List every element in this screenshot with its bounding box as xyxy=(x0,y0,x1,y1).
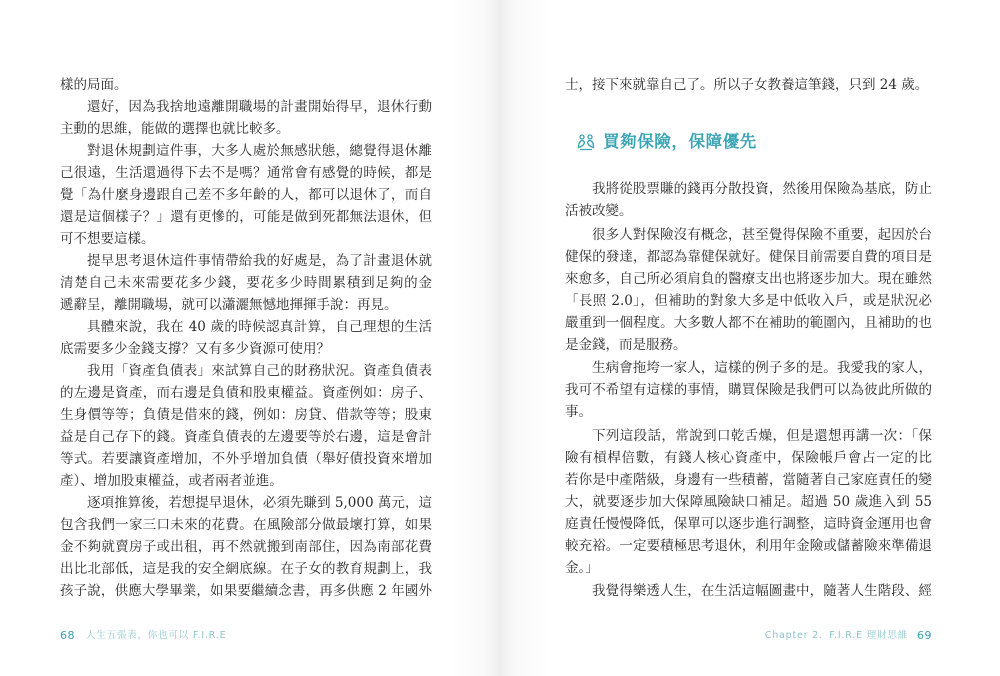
body-text-line: 產）、增加股東權益，或者兩者並進。 xyxy=(60,473,283,489)
right-page-footer xyxy=(765,628,932,644)
body-text-line: 金不夠就賣房子或出租，再不然就搬到南部住，因為南部花費 xyxy=(60,539,432,555)
body-text-line: 還是這個樣子？」還有更慘的，可能是做到死都無法退休，但 xyxy=(60,209,432,225)
body-text-line: 可不想要這樣。 xyxy=(60,231,155,247)
paragraph xyxy=(565,425,932,579)
body-text-line: 等式。若要讓資產增加，不外乎增加負債（舉好債投資來增加 xyxy=(60,451,432,467)
body-text-line: 具體來說，我在 40 歲的時候認真計算，自己理想的生活 xyxy=(87,319,432,335)
body-text-line: 己很遠，生活還過得下去不是嗎？通常會有感覺的時候，都是 xyxy=(60,165,432,181)
body-text-line: 我用「資產負債表」來試算自己的財務狀況。資產負債表 xyxy=(87,363,432,379)
body-text-line: 嚴重到一個程度。大多數人都不在補助的範圍內，且補助的也 xyxy=(565,314,932,331)
body-text-line: 出比北部低，這是我的安全網底線。在子女的教育規劃上，我 xyxy=(60,561,432,577)
body-text-line: 逐項推算後，若想提早退休，必須先賺到 5,000 萬元，這 xyxy=(87,495,432,511)
body-text-line: 遞辭呈，離開職場，就可以瀟灑無憾地揮揮手說：再見。 xyxy=(60,297,398,313)
body-text-line: 活被改變。 xyxy=(565,203,633,219)
ornament-icon xyxy=(576,133,596,151)
body-text-line: 樣的局面。 xyxy=(60,77,128,93)
body-text-line: 較充裕。一定要積極思考退休，利用年金險或儲蓄險來準備退 xyxy=(565,537,932,554)
paragraph xyxy=(60,250,432,316)
section-heading-title: 買夠保險，保障優先 xyxy=(603,132,757,151)
paragraph xyxy=(60,492,432,602)
body-text-line: 底需要多少金錢支撐？又有多少資源可使用？ xyxy=(60,341,330,357)
body-text-line: 庭責任慢慢降低，保單可以逐步進行調整，這時資金運用也會 xyxy=(565,515,932,532)
body-text-line: 若你是中產階級，身邊有一些積蓄，當隨著自己家庭責任的變 xyxy=(565,471,932,488)
body-text-line: 提早思考退休這件事情帶給我的好處是，為了計畫退休就 xyxy=(87,253,432,269)
body-text-line: 下列這段話，常說到口乾舌燥，但是還想再講一次：「保 xyxy=(592,427,932,444)
right-page-continuation xyxy=(565,74,932,96)
body-text-line: 覺「為什麼身邊跟自己差不多年齡的人，都可以退休了，而自 xyxy=(60,187,432,203)
body-text-line: 士，接下來就靠自己了。所以子女教養這筆錢，只到 24 歲。 xyxy=(565,77,929,93)
body-text-line: 主動的思維，能做的選擇也就比較多。 xyxy=(60,121,290,137)
body-text-line: 很多人對保險沒有概念，甚至覺得保險不重要，起因於台 xyxy=(592,226,932,243)
body-text-line: 險有槓桿倍數，有錢人核心資產中，保險帳戶會占一定的比 xyxy=(565,449,932,466)
paragraph xyxy=(565,357,932,423)
body-text-line: 對退休規劃這件事，大多人處於無感狀態，總覺得退休離 xyxy=(87,143,432,159)
body-text-line: 來愈多，自己所必須肩負的醫療支出也將逐步加大。現在雖然 xyxy=(565,270,932,287)
body-text-line: 大，就要逐步加大保障風險缺口補足。超過 50 歲進入到 55 xyxy=(565,493,932,510)
body-text-line: 包含我們一家三口未來的花費。在風險部分做最壞打算，如果 xyxy=(60,517,432,533)
body-text-line: 還好，因為我捨地遠離開職場的計畫開始得早，退休行動 xyxy=(87,99,432,115)
body-text-line: 是金錢，而是服務。 xyxy=(565,336,687,353)
paragraph xyxy=(565,178,932,222)
paragraph xyxy=(60,74,432,96)
body-text-line: 事。 xyxy=(565,404,592,420)
body-text-line: 益是自己存下的錢。資產負債表的左邊要等於右邊，這是會計 xyxy=(60,429,432,445)
page-number: 69 xyxy=(917,629,932,642)
body-text-line: 「長照 2.0」，但補助的對象大多是中低收入戶，或是狀況必 xyxy=(565,292,932,309)
body-text-line: 我可不希望有這樣的事情，購買保險是我們可以為彼此所做的 xyxy=(565,382,932,398)
left-page-footer xyxy=(60,628,226,644)
running-footer: Chapter 2．F.I.R.E 理財思維 xyxy=(764,630,908,641)
paragraph xyxy=(565,74,932,96)
right-page xyxy=(500,0,1000,676)
paragraph xyxy=(60,360,432,492)
paragraph xyxy=(565,224,932,356)
paragraph xyxy=(60,316,432,360)
body-text-line: 健保的發達，都認為靠健保就好。健保目前需要自費的項目是 xyxy=(565,248,932,265)
page-number: 68 xyxy=(60,629,75,642)
running-footer: 人生五張表，你也可以 F.I.R.E xyxy=(86,630,227,641)
paragraph xyxy=(565,580,932,602)
body-text-line: 我將從股票賺的錢再分散投資，然後用保險為基底，防止 xyxy=(592,181,932,197)
right-page-body xyxy=(565,178,932,602)
body-text-line: 生病會拖垮一家人，這樣的例子多的是。我愛我的家人， xyxy=(592,360,932,376)
body-text-line: 的左邊是資產，而右邊是負債和股東權益。資產例如：房子、 xyxy=(60,385,432,401)
paragraph xyxy=(60,140,432,250)
body-text-line: 金。」 xyxy=(565,559,599,576)
left-page-body xyxy=(60,74,432,602)
body-text-line: 我覺得樂透人生，在生活這幅圖畫中，隨著人生階段、經 xyxy=(592,583,932,599)
body-text-line: 孩子說，供應大學畢業，如果要繼續念書，再多供應 2 年國外 xyxy=(60,583,432,599)
body-text-line: 生身價等等；負債是借來的錢，例如：房貸、借款等等；股東 xyxy=(60,407,432,423)
paragraph xyxy=(60,96,432,140)
section-heading xyxy=(576,130,757,154)
body-text-line: 清楚自己未來需要花多少錢，要花多少時間累積到足夠的金 xyxy=(60,275,432,291)
